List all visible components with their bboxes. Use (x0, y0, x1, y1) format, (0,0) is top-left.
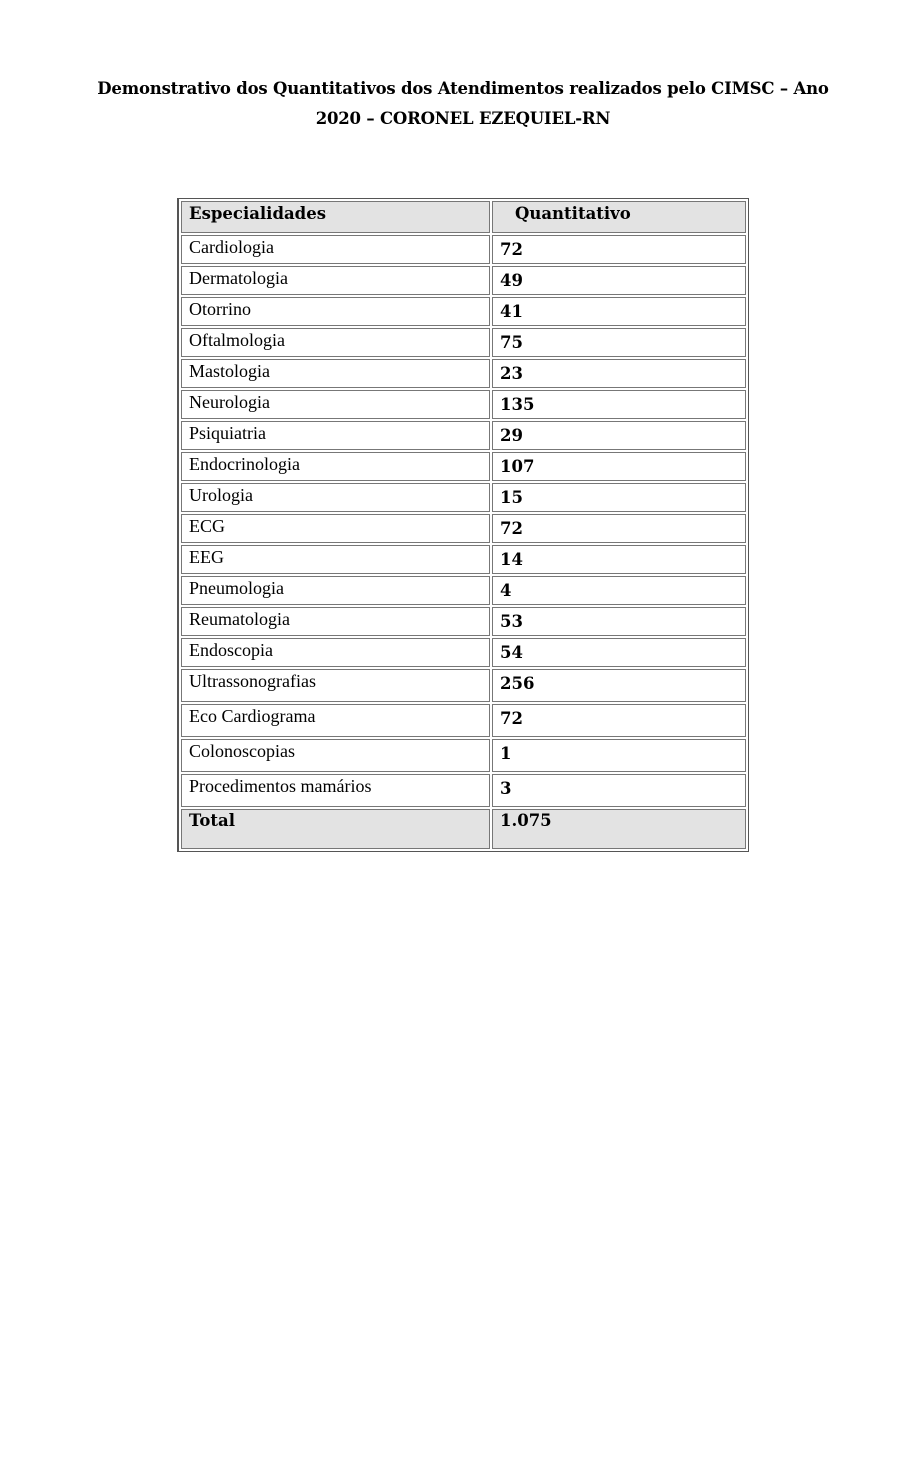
header-quantity: Quantitativo (492, 201, 746, 233)
table-total-row (181, 809, 746, 849)
specialty-cell: ECG (181, 514, 490, 543)
table-row (181, 545, 746, 574)
specialty-cell: Endocrinologia (181, 452, 490, 481)
table-row (181, 266, 746, 295)
total-label: Total (181, 809, 490, 849)
table-row (181, 421, 746, 450)
quantity-cell: 15 (492, 483, 746, 512)
quantity-cell: 72 (492, 514, 746, 543)
table-row (181, 297, 746, 326)
specialty-cell: Neurologia (181, 390, 490, 419)
table-row (181, 328, 746, 357)
specialty-cell: Pneumologia (181, 576, 490, 605)
quantity-cell: 41 (492, 297, 746, 326)
quantity-cell: 1 (492, 739, 746, 772)
quantity-cell: 72 (492, 704, 746, 737)
header-specialties: Especialidades (181, 201, 490, 233)
quantity-cell: 72 (492, 235, 746, 264)
quantity-cell: 54 (492, 638, 746, 667)
specialty-cell: Mastologia (181, 359, 490, 388)
specialty-cell: Reumatologia (181, 607, 490, 636)
quantity-cell: 49 (492, 266, 746, 295)
table-row (181, 576, 746, 605)
specialty-cell: Procedimentos mamários (181, 774, 490, 807)
total-quantity: 1.075 (492, 809, 746, 849)
specialty-cell: Otorrino (181, 297, 490, 326)
quantity-cell: 23 (492, 359, 746, 388)
specialty-cell: Endoscopia (181, 638, 490, 667)
table-row (181, 638, 746, 667)
quantity-cell: 29 (492, 421, 746, 450)
specialty-cell: Eco Cardiograma (181, 704, 490, 737)
quantity-cell: 14 (492, 545, 746, 574)
table-row (181, 514, 746, 543)
specialty-cell: Colonoscopias (181, 739, 490, 772)
quantity-cell: 53 (492, 607, 746, 636)
document-title-line-2: 2020 – CORONEL EZEQUIEL-RN (315, 109, 611, 128)
specialty-cell: Cardiologia (181, 235, 490, 264)
table-header-row (181, 201, 746, 233)
table-row (181, 704, 746, 737)
table-row (181, 607, 746, 636)
attendance-table (177, 198, 749, 852)
table-row (181, 452, 746, 481)
specialty-cell: Urologia (181, 483, 490, 512)
table-row (181, 359, 746, 388)
quantity-cell: 75 (492, 328, 746, 357)
table-row (181, 774, 746, 807)
specialty-cell: Psiquiatria (181, 421, 490, 450)
quantity-cell: 3 (492, 774, 746, 807)
specialty-cell: Dermatologia (181, 266, 490, 295)
table-row (181, 483, 746, 512)
specialty-cell: EEG (181, 545, 490, 574)
table-row (181, 235, 746, 264)
table-row (181, 739, 746, 772)
quantity-cell: 256 (492, 669, 746, 702)
quantity-cell: 107 (492, 452, 746, 481)
quantity-cell: 4 (492, 576, 746, 605)
specialty-cell: Ultrassonografias (181, 669, 490, 702)
table-row (181, 669, 746, 702)
table-row (181, 390, 746, 419)
specialty-cell: Oftalmologia (181, 328, 490, 357)
document-title-line-1: Demonstrativo dos Quantitativos dos Atendimentos realizados pelo CIMSC – Ano (97, 79, 829, 98)
document-title (60, 74, 866, 134)
quantity-cell: 135 (492, 390, 746, 419)
